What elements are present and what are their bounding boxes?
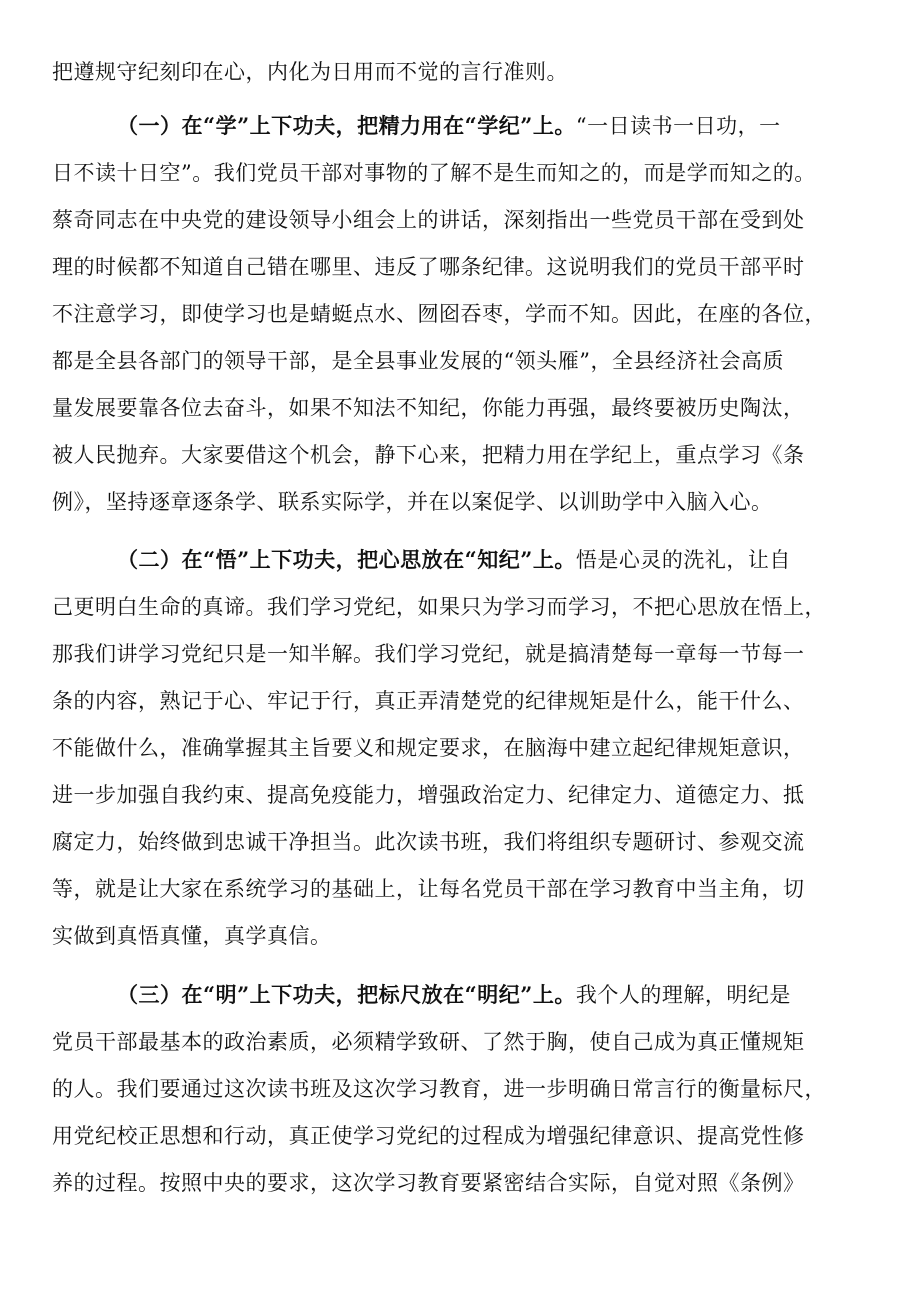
body-line: 那我们讲学习党纪只是一知半解。我们学习党纪，就是搞清楚每一章每一节每一 <box>52 642 805 666</box>
section-1-heading: （一）在“学”上下功夫，把精力用在“学纪”上。 <box>117 113 576 138</box>
body-line: 养的过程。按照中央的要求，这次学习教育要紧密结合实际，自觉对照《条例》 <box>52 1171 805 1195</box>
section-3-heading: （三）在“明”上下功夫，把标尺放在“明纪”上。 <box>117 982 576 1007</box>
body-line: 蔡奇同志在中央党的建设领导小组会上的讲话，深刻指出一些党员干部在受到处 <box>52 208 805 232</box>
section-3-body-start: 我个人的理解，明纪是 <box>575 983 791 1007</box>
section-2-first-line <box>117 545 791 575</box>
section-1-first-line <box>117 111 781 141</box>
section-2-body-start: 悟是心灵的洗礼，让自 <box>575 548 791 572</box>
body-line: 实做到真悟真懂，真学真信。 <box>52 924 332 948</box>
body-line: 日不读十日空”。我们党员干部对事物的了解不是生而知之的，而是学而知之的。 <box>52 161 816 185</box>
body-line: 党员干部最基本的政治素质，必须精学致研、了然于胸，使自己成为真正懂规矩 <box>52 1030 805 1054</box>
body-line: 等，就是让大家在系统学习的基础上，让每名党员干部在学习教育中当主角，切 <box>52 877 805 901</box>
section-1-body-start: “一日读书一日功，一 <box>575 114 781 138</box>
body-line: 腐定力，始终做到忠诚干净担当。此次读书班，我们将组织专题研讨、参观交流 <box>52 830 805 854</box>
body-line: 例》，坚持逐章逐条学、联系实际学，并在以案促学、以训助学中入脑入心。 <box>52 490 773 514</box>
body-line: 理的时候都不知道自己错在哪里、违反了哪条纪律。这说明我们的党员干部平时 <box>52 255 805 279</box>
body-line: 进一步加强自我约束、提高免疫能力，增强政治定力、纪律定力、道德定力、抵 <box>52 783 805 807</box>
body-line: 不能做什么，准确掌握其主旨要义和规定要求，在脑海中建立起纪律规矩意识， <box>52 736 805 760</box>
body-line: 用党纪校正思想和行动，真正使学习党纪的过程成为增强纪律意识、提高党性修 <box>52 1124 805 1148</box>
body-line: 被人民抛弃。大家要借这个机会，静下心来，把精力用在学纪上，重点学习《条 <box>52 443 805 467</box>
intro-tail-line: 把遵规守纪刻印在心，内化为日用而不觉的言行准则。 <box>52 60 568 84</box>
body-line: 的人。我们要通过这次读书班及这次学习教育，进一步明确日常言行的衡量标尺， <box>52 1077 826 1101</box>
body-line: 己更明白生命的真谛。我们学习党纪，如果只为学习而学习，不把心思放在悟上， <box>52 595 826 619</box>
section-2-heading: （二）在“悟”上下功夫，把心思放在“知纪”上。 <box>117 547 576 572</box>
body-line: 不注意学习，即使学习也是蜻蜓点水、囫囵吞枣，学而不知。因此，在座的各位， <box>52 302 826 326</box>
section-3-first-line <box>117 980 791 1010</box>
body-line: 条的内容，熟记于心、牢记于行，真正弄清楚党的纪律规矩是什么，能干什么、 <box>52 689 805 713</box>
body-line: 量发展要靠各位去奋斗，如果不知法不知纪，你能力再强，最终要被历史陶汰， <box>52 396 805 420</box>
body-line: 都是全县各部门的领导干部，是全县事业发展的“领头雁”，全县经济社会高质 <box>52 349 784 373</box>
